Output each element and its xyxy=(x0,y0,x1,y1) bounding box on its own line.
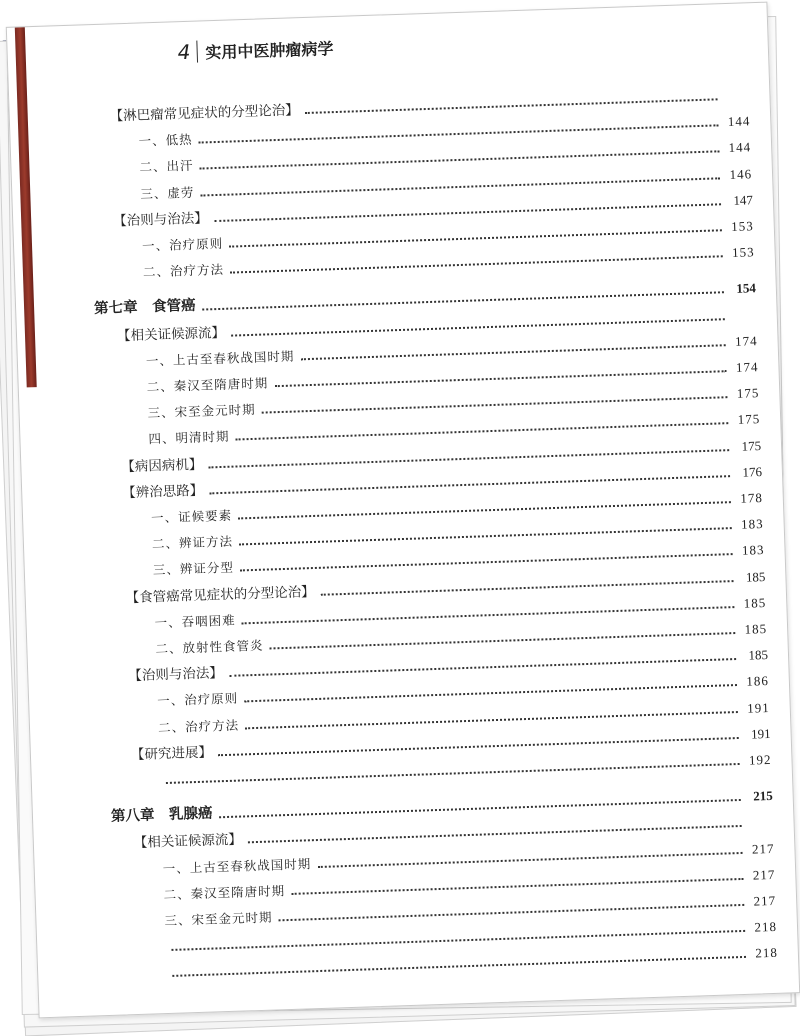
toc-entry-page: 191 xyxy=(746,699,770,716)
toc-entry-page: 153 xyxy=(731,218,755,234)
toc-entry-page xyxy=(748,830,774,831)
toc-entry-label: 一、治疗原则 xyxy=(156,690,239,709)
toc-entry-page: 144 xyxy=(727,113,751,130)
toc-entry-label: 二、秦汉至隋唐时期 xyxy=(146,375,269,395)
toc-entry-label: 二、治疗方法 xyxy=(157,717,240,735)
toc-entry-page: 146 xyxy=(729,165,753,182)
header-divider xyxy=(196,41,198,63)
toc-entry-page: 218 xyxy=(754,919,778,935)
toc-entry-label: 一、上古至春秋战国时期 xyxy=(145,348,295,369)
dot-leader xyxy=(321,579,734,596)
toc-entry-page: 217 xyxy=(752,866,776,883)
toc-entry-label: 一、吞咽困难 xyxy=(154,612,236,631)
book-title: 实用中医肿瘤病学 xyxy=(205,38,334,62)
toc-entry-label: 二、放射性食管炎 xyxy=(155,637,264,657)
toc-entry-label: 【相关证候源流】 xyxy=(116,324,226,344)
toc-entry-page: 175 xyxy=(737,411,761,428)
toc-entry-label: 三、宋至金元时期 xyxy=(147,402,256,421)
toc-entry-page: 183 xyxy=(740,516,764,532)
toc-entry-label: 【淋巴瘤常见症状的分型论治】 xyxy=(109,102,299,125)
toc-entry-page: 183 xyxy=(741,542,765,559)
toc-entry-label: 【治则与治法】 xyxy=(128,665,224,685)
toc-entry-page: 186 xyxy=(746,673,770,690)
toc-entry-label: 二、出汗 xyxy=(139,158,194,175)
toc-entry-label: 第八章 乳腺癌 xyxy=(110,805,213,826)
dot-leader xyxy=(166,762,740,784)
toc-entry-label: 【研究进展】 xyxy=(130,744,213,763)
dot-leader xyxy=(305,97,718,114)
toc-entry-label: 【病因病机】 xyxy=(121,456,203,475)
toc-entry-label: 一、低热 xyxy=(138,131,193,149)
toc-entry-page: 185 xyxy=(745,568,766,585)
toc-entry-page: 185 xyxy=(744,620,768,637)
toc-entry-page: 191 xyxy=(750,725,771,742)
toc-entry-page: 217 xyxy=(751,840,775,857)
toc-entry-label: 四、明清时期 xyxy=(148,429,230,447)
toc-entry-label: 一、治疗原则 xyxy=(141,235,224,254)
toc-entry-label: 二、辨证方法 xyxy=(151,533,234,552)
page-header xyxy=(177,35,333,64)
toc-entry-label: 【相关证候源流】 xyxy=(133,831,243,852)
toc-entry-page: 185 xyxy=(748,647,769,663)
toc-entry-page: 176 xyxy=(742,463,763,480)
toc-entry-label: 【辨治思路】 xyxy=(122,482,204,502)
toc-entry-label: 三、虚劳 xyxy=(140,184,195,202)
toc-entry-page: 192 xyxy=(748,751,772,768)
toc-entry-label: 一、上古至春秋战国时期 xyxy=(162,855,312,876)
book-page xyxy=(6,2,800,1019)
toc-entry-page: 175 xyxy=(741,437,762,454)
toc-entry-page: 174 xyxy=(734,332,758,349)
red-spine-strip xyxy=(15,27,37,387)
toc-entry-page xyxy=(731,323,757,324)
toc-entry-page: 217 xyxy=(753,892,777,909)
toc-entry-label: 三、辨证分型 xyxy=(152,560,235,578)
dot-leader xyxy=(172,955,746,977)
toc-entry-label: 二、治疗方法 xyxy=(142,261,225,280)
toc-entry-label: 三、宋至金元时期 xyxy=(164,909,273,929)
toc-entry-page: 185 xyxy=(743,594,767,611)
dot-leader xyxy=(230,254,723,273)
toc-entry-page: 218 xyxy=(755,945,779,961)
toc-entry-page: 174 xyxy=(735,359,759,375)
toc-entry-page: 154 xyxy=(736,280,757,297)
toc-entry-page: 153 xyxy=(731,244,755,261)
toc-entry-label: 【食管癌常见症状的分型论治】 xyxy=(125,583,315,606)
toc-entry-page: 147 xyxy=(733,192,754,208)
toc-entry-page: 215 xyxy=(752,788,773,804)
page-number: 4 xyxy=(177,39,191,65)
toc-entry-label: 【治则与治法】 xyxy=(113,210,208,230)
toc-entry-label: 二、秦汉至隋唐时期 xyxy=(163,882,286,902)
toc-entry-label: 第七章 食管癌 xyxy=(93,298,196,318)
toc-entry-page: 178 xyxy=(740,490,764,506)
toc-entry-page: 175 xyxy=(736,385,760,402)
toc-entry-label: 一、证候要素 xyxy=(150,507,233,526)
toc-entry-page: 144 xyxy=(728,139,752,156)
toc-entry-page xyxy=(724,103,750,104)
